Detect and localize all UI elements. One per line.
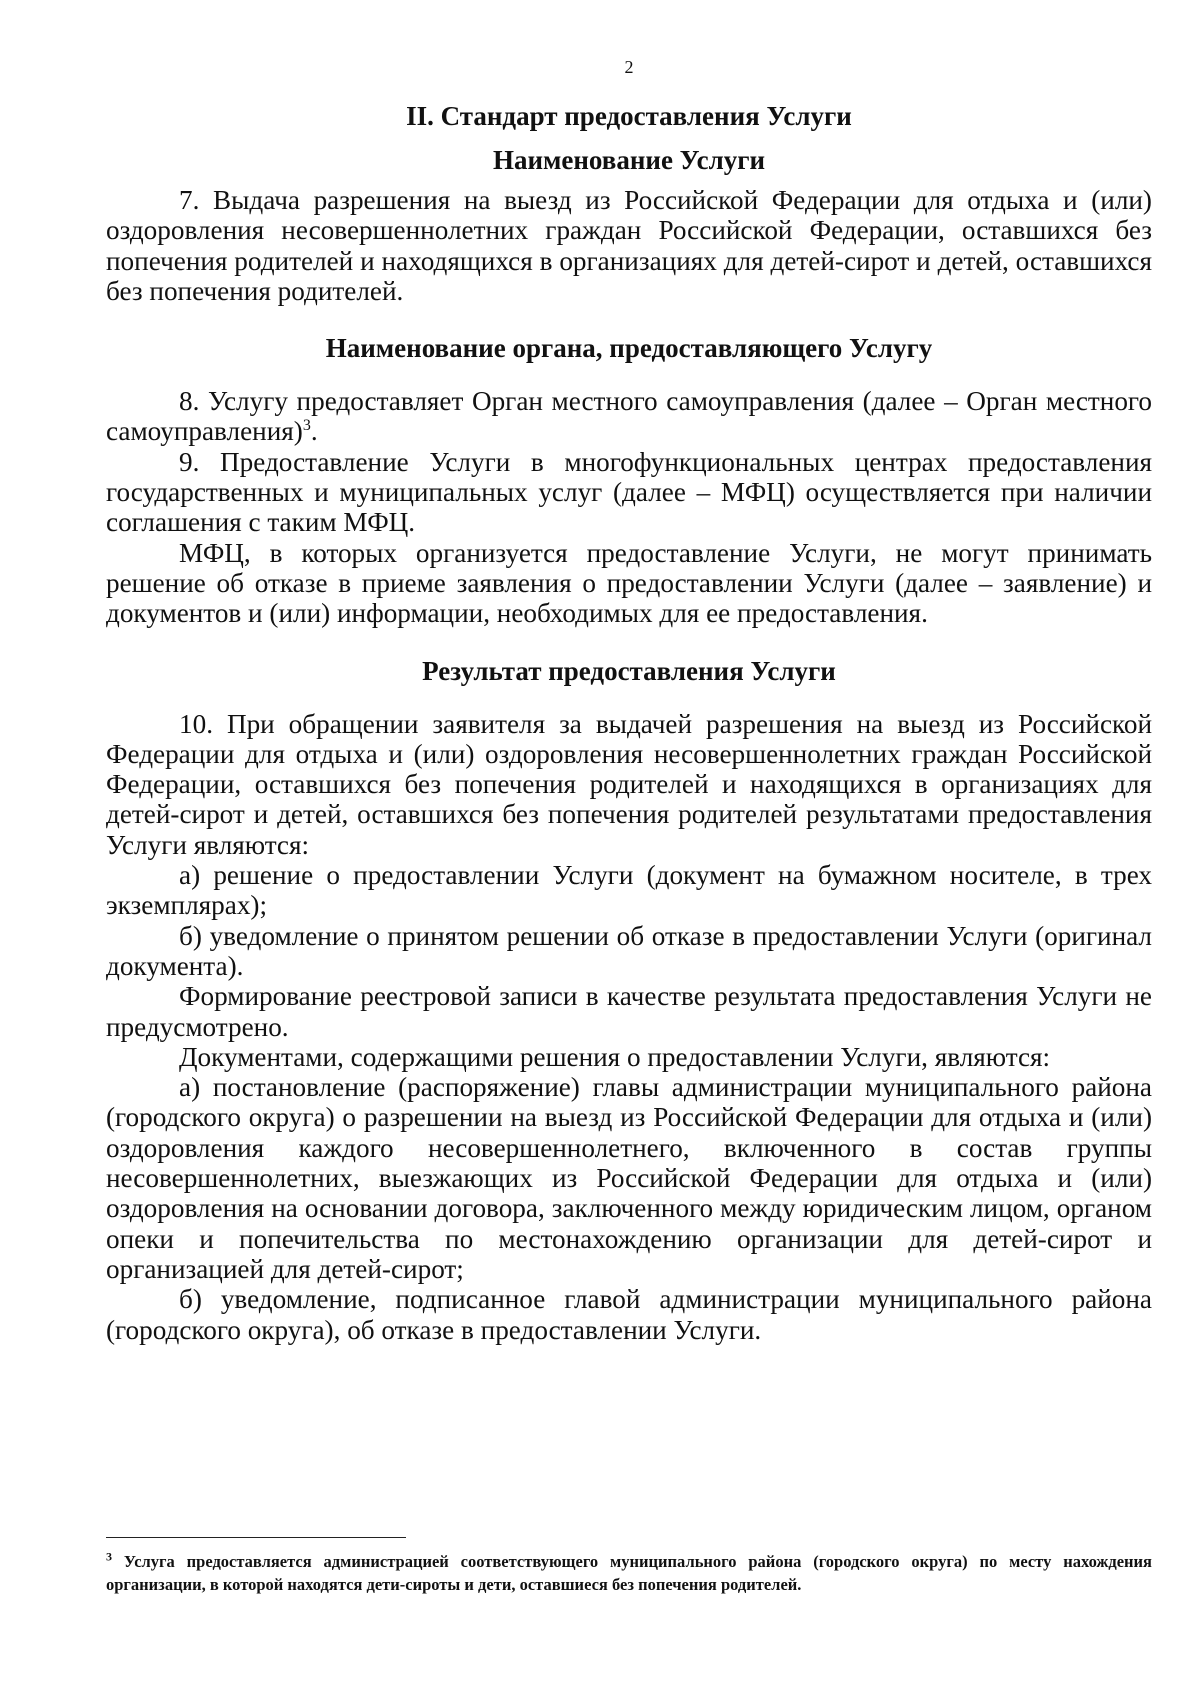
heading-authority: Наименование органа, предоставляющего Услугу <box>325 333 933 364</box>
footnote <box>106 1550 1152 1596</box>
document-page <box>106 56 1152 1345</box>
footnote-number: 3 <box>106 1549 112 1564</box>
heading-service-name: Наименование Услуги <box>492 145 766 175</box>
paragraph-8-end: . <box>310 416 318 447</box>
page-number: 2 <box>624 57 634 77</box>
footnote-text: Услуга предоставляется администрацией соответствующего муниципального района (городского округа) по месту нахождения организации, в которой находятся дети-сироты и дети, оставшиеся без попечения родителей. <box>106 1552 1152 1594</box>
paragraph-docs-b: б) уведомление, подписанное главой администрации муниципального района (городского округа), об отказе в предоставлении Услуги. <box>106 1284 1152 1345</box>
paragraph-9-mfc: МФЦ, в которых организуется предоставление Услуги, не могут принимать решение об отказе в приеме заявления о предоставлении Услуги (далее – заявление) и документов и (или) информации, необходимых для ее предоставления. <box>106 537 1152 629</box>
paragraph-10: 10. При обращении заявителя за выдачей разрешения на выезд из Российской Федерации для отдыха и (или) оздоровления несовершеннолетних граждан Российской Федерации, оставшихся без попечения родителей и находящихся в организациях для детей-сирот и детей, оставшихся без попечения родителей результатами предоставления Услуги являются: <box>106 708 1152 860</box>
heading-result: Результат предоставления Услуги <box>422 655 836 686</box>
paragraph-docs-a: а) постановление (распоряжение) главы администрации муниципального района (городского округа) о разрешении на выезд из Российской Федерации для отдыха и (или) оздоровления каждого несовершеннолетнего, включенного в состав группы несовершеннолетних, выезжающих из Российской Федерации для отдыха и (или) оздоровления на основании договора, заключенного между юридическим лицом, органом опеки и попечительства по местонахождению организации для детей-сирот и организацией для детей-сирот; <box>106 1072 1152 1284</box>
paragraph-7: 7. Выдача разрешения на выезд из Российской Федерации для отдыха и (или) оздоровления несовершеннолетних граждан Российской Федерации, оставшихся без попечения родителей и находящихся в организациях для детей-сирот и детей, оставшихся без попечения родителей. <box>106 185 1152 306</box>
footnote-reference: 3 <box>302 417 311 435</box>
paragraph-10-b: б) уведомление о принятом решении об отказе в предоставлении Услуги (оригинал документа). <box>106 920 1152 981</box>
paragraph-8-text: 8. Услугу предоставляет Орган местного самоуправления (далее – Орган местного самоуправления) <box>106 386 1152 447</box>
paragraph-10-a: а) решение о предоставлении Услуги (документ на бумажном носителе, в трех экземплярах); <box>106 860 1152 921</box>
section-title: II. Стандарт предоставления Услуги <box>406 101 852 131</box>
paragraph-docs-intro: Документами, содержащими решения о предоставлении Услуги, являются: <box>179 1041 1051 1072</box>
paragraph-registry: Формирование реестровой записи в качестве результата предоставления Услуги не предусмотрено. <box>106 981 1152 1042</box>
paragraph-9: 9. Предоставление Услуги в многофункциональных центрах предоставления государственных и муниципальных услуг (далее – МФЦ) осуществляется при наличии соглашения с таким МФЦ. <box>106 446 1152 538</box>
footnote-divider <box>106 1537 406 1538</box>
paragraph-8 <box>106 386 1152 447</box>
